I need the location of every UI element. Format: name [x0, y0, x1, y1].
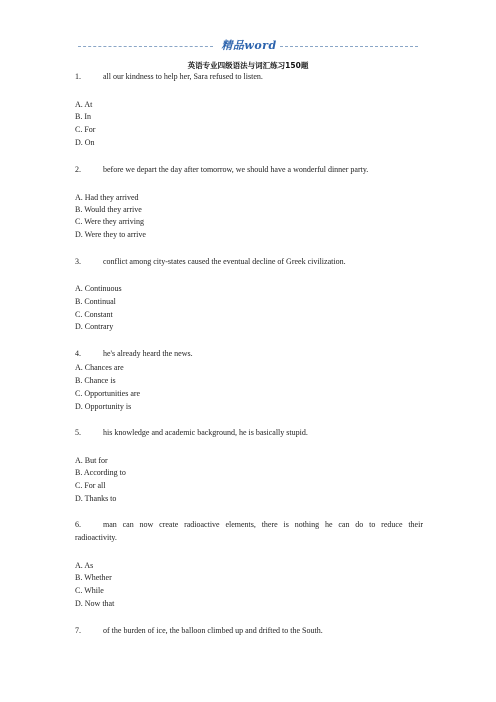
question-text: all our kindness to help her, Sara refused to listen. — [103, 72, 263, 81]
option: B. According to — [75, 468, 126, 477]
question-text-line-2: radioactivity. — [75, 533, 117, 542]
option: C. While — [75, 586, 104, 595]
question-text: conflict among city-states caused the eventual decline of Greek civilization. — [103, 257, 346, 266]
question-text: before we depart the day after tomorrow, we should have a wonderful dinner party. — [103, 165, 369, 174]
option: B. Continual — [75, 297, 116, 306]
option: B. Whether — [75, 573, 112, 582]
document-title: 英语专业四级语法与词汇练习150题 — [187, 61, 309, 70]
question-number: 3. — [75, 257, 81, 266]
option: A. But for — [75, 456, 108, 465]
option: A. At — [75, 100, 93, 109]
question-number: 2. — [75, 165, 81, 174]
option: C. For — [75, 125, 96, 134]
question-text: his knowledge and academic background, he is basically stupid. — [103, 428, 308, 437]
question-number: 5. — [75, 428, 81, 437]
question-text: he's already heard the news. — [103, 349, 193, 358]
header-brand: 精品word — [221, 39, 277, 52]
option: C. Were they arriving — [75, 217, 144, 226]
option: D. Contrary — [75, 322, 114, 331]
option: B. In — [75, 112, 91, 121]
option: B. Chance is — [75, 376, 116, 385]
option: B. Would they arrive — [75, 205, 142, 214]
option: D. Thanks to — [75, 494, 117, 503]
question-number: 4. — [75, 349, 81, 358]
option: D. On — [75, 138, 95, 147]
option: C. Constant — [75, 310, 113, 319]
header-dashed-rule-left — [78, 46, 213, 47]
option: A. Had they arrived — [75, 193, 139, 202]
question-number: 6. — [75, 520, 81, 529]
option: D. Opportunity is — [75, 402, 132, 411]
question-number: 7. — [75, 626, 81, 635]
option: C. For all — [75, 481, 106, 490]
option: C. Opportunities are — [75, 389, 141, 398]
option: D. Now that — [75, 599, 115, 608]
option: A. Chances are — [75, 363, 124, 372]
question-text-line-1: man can now create radioactive elements, there is nothing he can do to reduce their — [103, 520, 423, 529]
question-number: 1. — [75, 72, 81, 81]
page-header — [78, 37, 418, 57]
header-dashed-rule-right — [280, 46, 418, 47]
option: D. Were they to arrive — [75, 230, 146, 239]
option: A. Continuous — [75, 284, 122, 293]
option: A. As — [75, 561, 94, 570]
question-text: of the burden of ice, the balloon climbed up and drifted to the South. — [103, 626, 323, 635]
